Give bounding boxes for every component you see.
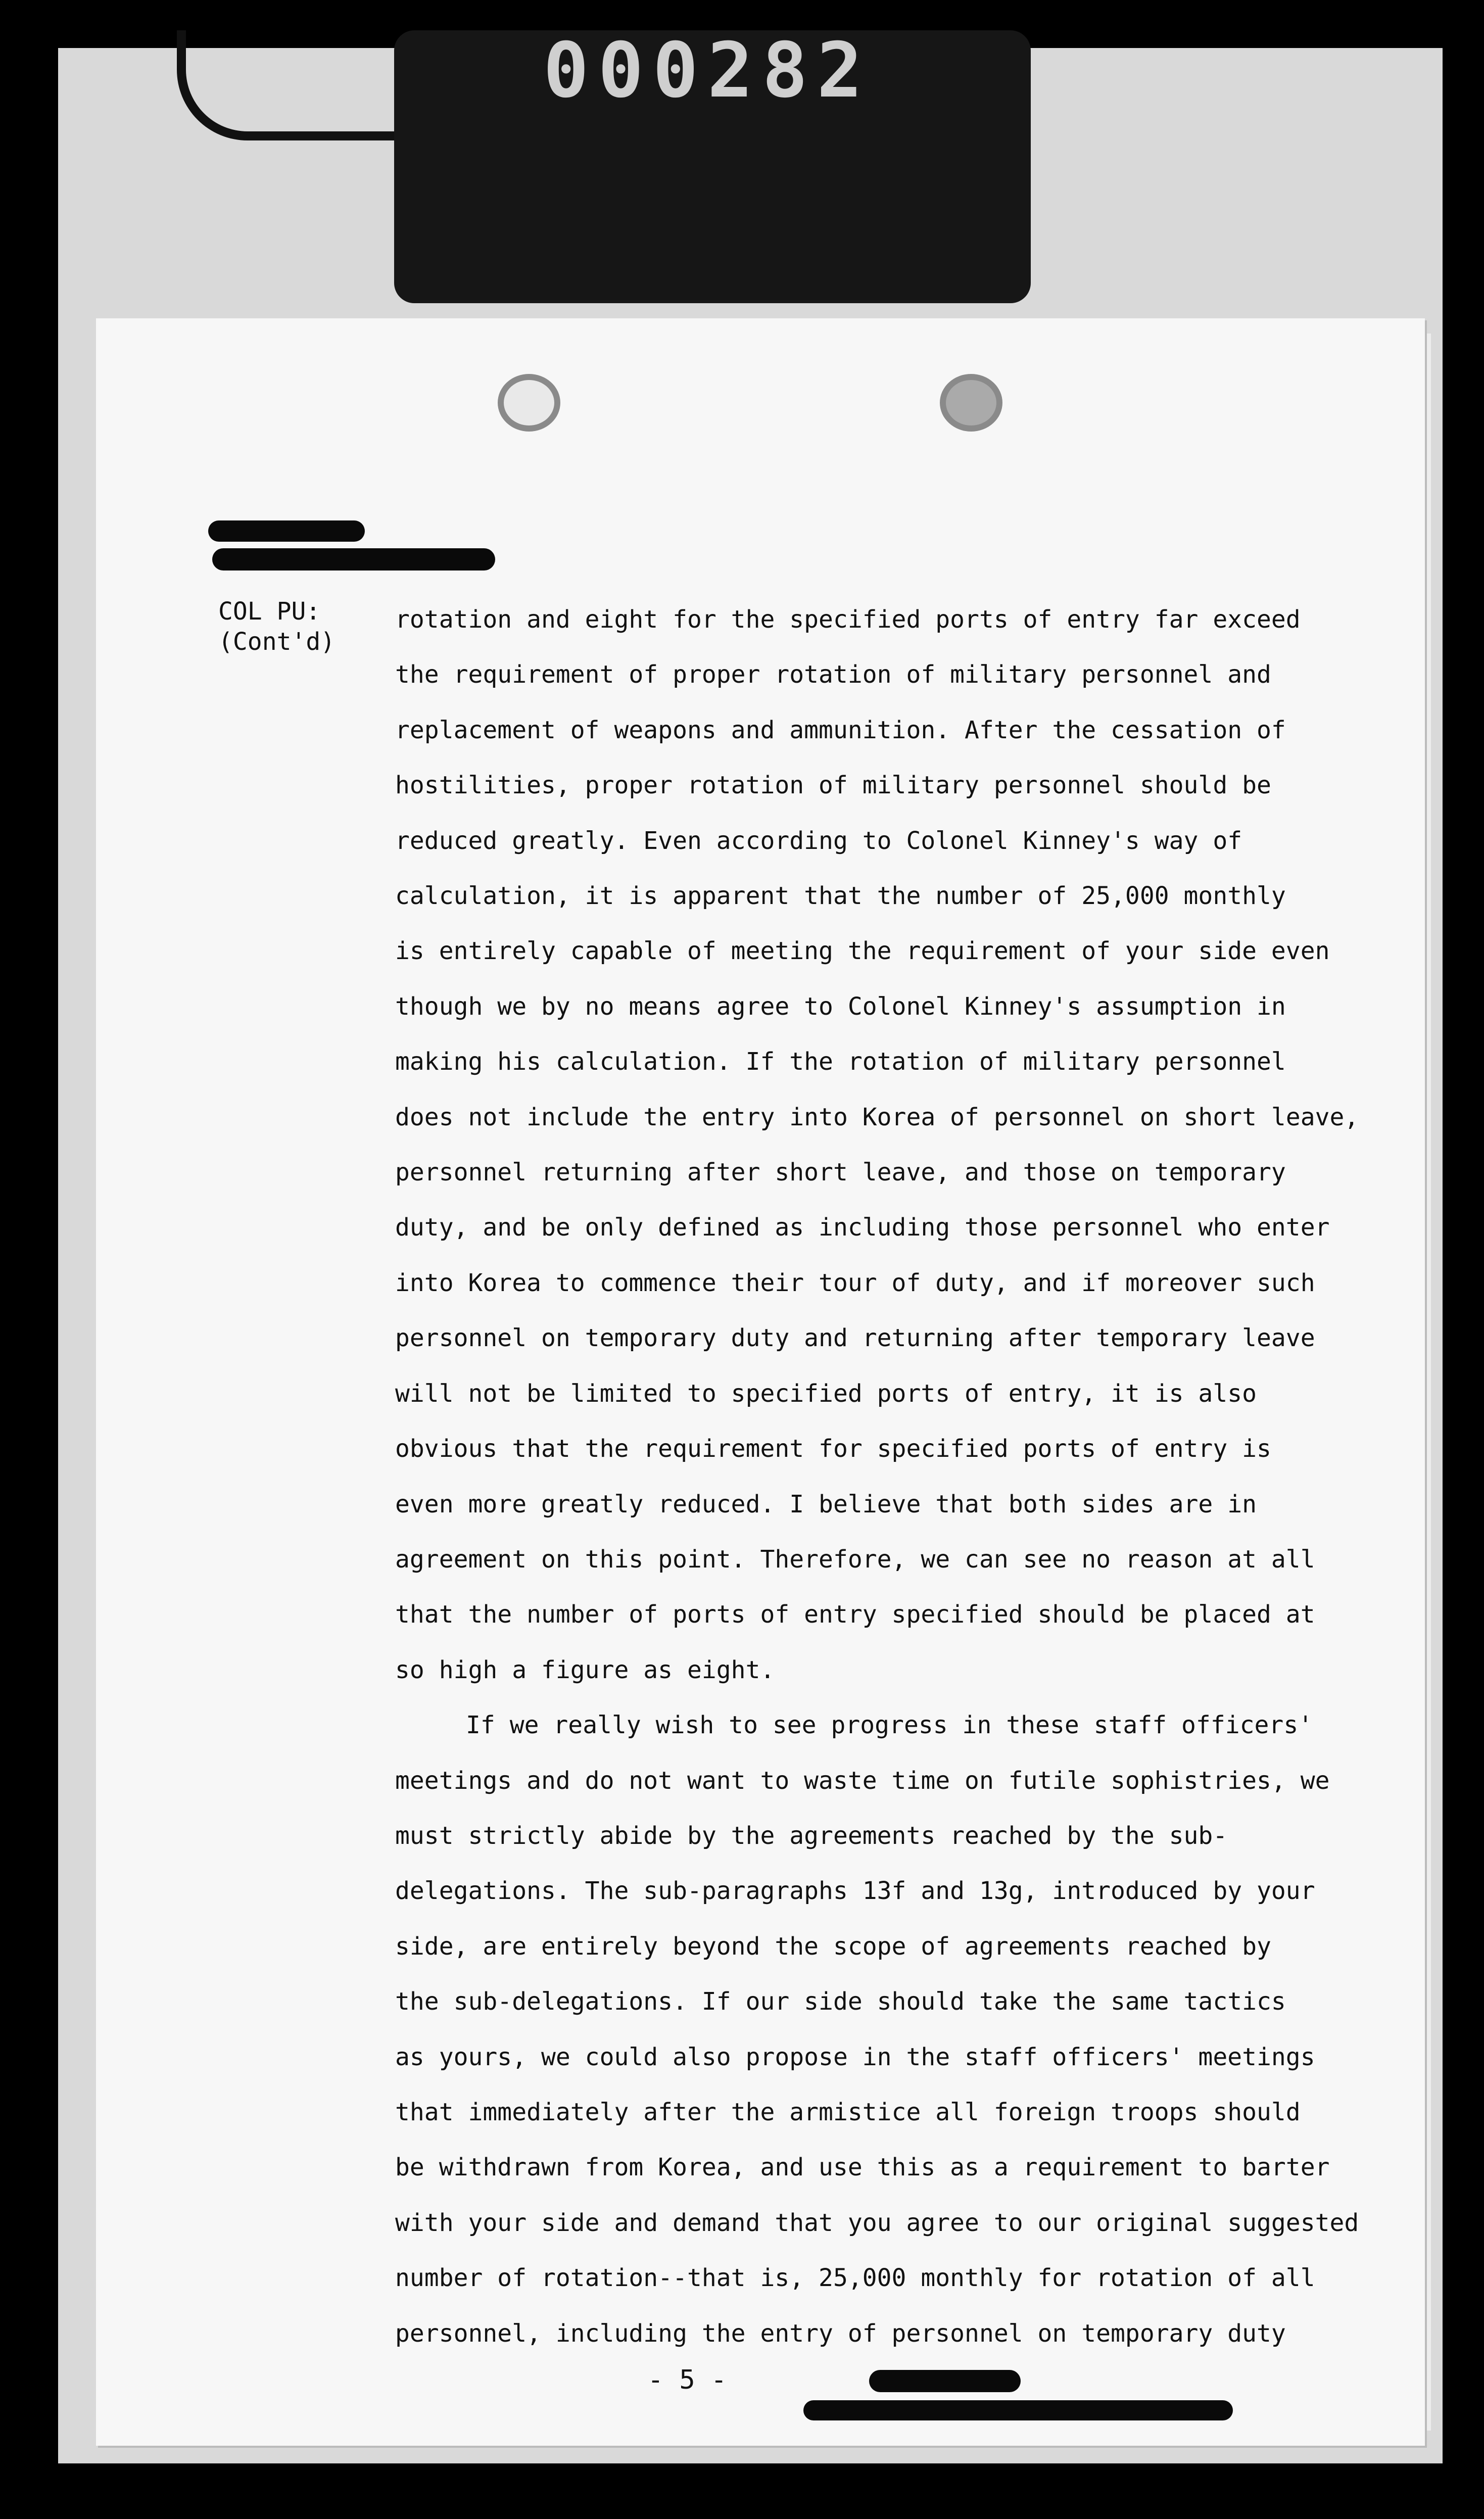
- text-line: making his calculation. If the rotation of military personnel: [395, 1048, 1286, 1076]
- text-line: with your side and demand that you agree to our original suggested: [395, 2208, 1359, 2237]
- text-line: that immediately after the armistice all foreign troops should: [395, 2098, 1301, 2126]
- text-line: rotation and eight for the specified ports of entry far exceed: [395, 605, 1301, 634]
- text-line: calculation, it is apparent that the number of 25,000 monthly: [395, 882, 1286, 911]
- text-line: will not be limited to specified ports of entry, it is also: [395, 1379, 1257, 1408]
- text-line: hostilities, proper rotation of military personnel should be: [395, 771, 1271, 800]
- text-line: personnel, including the entry of personnel on temporary duty: [395, 2319, 1286, 2348]
- text-line: delegations. The sub-paragraphs 13f and 13g, introduced by your: [395, 1877, 1315, 1906]
- text-line: duty, and be only defined as including those personnel who enter: [395, 1213, 1330, 1242]
- text-line: side, are entirely beyond the scope of agreements reached by: [395, 1932, 1271, 1961]
- redaction-bar: [208, 520, 365, 542]
- text-line: number of rotation--that is, 25,000 monthly for rotation of all: [395, 2264, 1315, 2293]
- text-line: personnel on temporary duty and returning after temporary leave: [395, 1324, 1315, 1353]
- text-line: meetings and do not want to waste time on futile sophistries, we: [395, 1766, 1330, 1795]
- speaker-label: [218, 596, 370, 657]
- punch-hole-left: [498, 374, 560, 432]
- paragraph-start-line: If we really wish to see progress in these staff officers': [466, 1711, 1313, 1740]
- text-line: be withdrawn from Korea, and use this as a requirement to barter: [395, 2153, 1330, 2182]
- text-line: personnel returning after short leave, and those on temporary: [395, 1158, 1286, 1187]
- redaction-bar: [212, 548, 495, 571]
- punch-hole-right: [940, 374, 1002, 432]
- redaction-bar: [869, 2370, 1021, 2392]
- text-line: does not include the entry into Korea of personnel on short leave,: [395, 1103, 1359, 1131]
- text-line: reduced greatly. Even according to Colonel Kinney's way of: [395, 826, 1242, 855]
- text-line: into Korea to commence their tour of duty, and if moreover such: [395, 1268, 1315, 1297]
- text-line: the requirement of proper rotation of military personnel and: [395, 660, 1271, 689]
- text-line: obvious that the requirement for specified ports of entry is: [395, 1435, 1271, 1463]
- speaker-continued: (Cont'd): [218, 628, 336, 656]
- speaker-name: COL PU:: [218, 597, 321, 626]
- frame-counter: 000282: [543, 27, 872, 115]
- camera-cable: [177, 30, 398, 140]
- text-line: the sub-delegations. If our side should take the same tactics: [395, 1987, 1286, 2016]
- text-line: though we by no means agree to Colonel Kinney's assumption in: [395, 992, 1286, 1021]
- text-line: must strictly abide by the agreements reached by the sub-: [395, 1821, 1228, 1850]
- body-text: [395, 592, 1359, 2361]
- redaction-bar: [803, 2400, 1233, 2420]
- text-line: even more greatly reduced. I believe that both sides are in: [395, 1490, 1257, 1518]
- text-line: is entirely capable of meeting the requirement of your side even: [395, 937, 1330, 966]
- text-line: that the number of ports of entry specified should be placed at: [395, 1600, 1315, 1629]
- text-line: as yours, we could also propose in the staff officers' meetings: [395, 2042, 1315, 2071]
- text-line: so high a figure as eight.: [395, 1655, 775, 1684]
- text-line: agreement on this point. Therefore, we can see no reason at all: [395, 1545, 1315, 1574]
- page-number: - 5 -: [647, 2365, 727, 2395]
- text-line: replacement of weapons and ammunition. After the cessation of: [395, 716, 1286, 744]
